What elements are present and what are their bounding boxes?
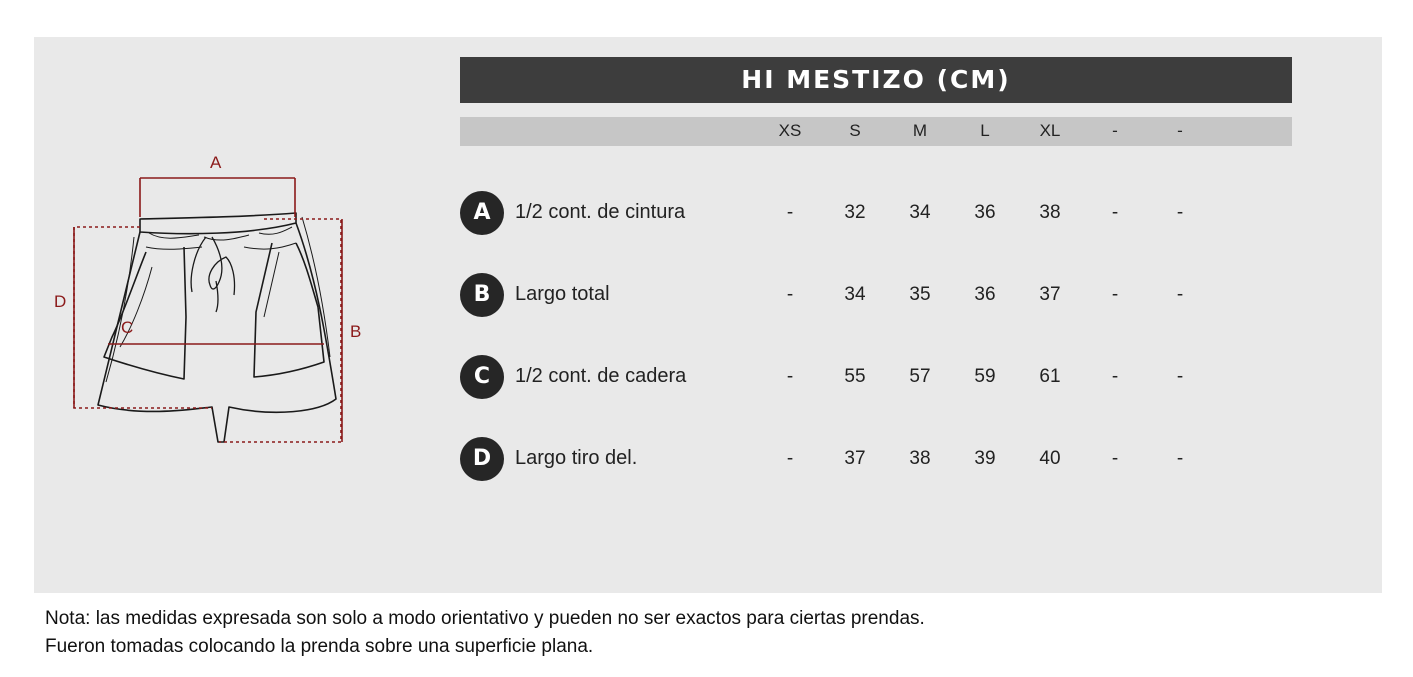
value-cell: 59 bbox=[974, 366, 996, 387]
value-cell: 32 bbox=[844, 202, 866, 223]
note-line-1: Nota: las medidas expresada son solo a modo orientativo y pueden no ser exactos para ciertas prendas. bbox=[45, 608, 925, 629]
size-header-extra-2: - bbox=[1177, 121, 1183, 140]
value-cell: 38 bbox=[909, 448, 931, 469]
row-badge: C bbox=[460, 355, 504, 399]
size-header-m: M bbox=[912, 121, 928, 140]
row-badge: A bbox=[460, 191, 504, 235]
shorts-illustration bbox=[34, 37, 434, 593]
dimension-label-b: B bbox=[350, 322, 362, 341]
value-cell: - bbox=[1176, 366, 1184, 387]
row-label: Largo total bbox=[515, 283, 610, 305]
measure-row-d bbox=[460, 437, 1292, 483]
row-badge: D bbox=[460, 437, 504, 481]
value-cell: - bbox=[786, 448, 794, 469]
size-header-extra-1: - bbox=[1112, 121, 1118, 140]
value-cell: 36 bbox=[974, 284, 996, 305]
size-guide-panel bbox=[34, 37, 1382, 593]
value-cell: - bbox=[1176, 448, 1184, 469]
value-cell: 37 bbox=[1039, 284, 1061, 305]
value-cell: - bbox=[1176, 284, 1184, 305]
value-cell: 34 bbox=[844, 284, 866, 305]
value-cell: 55 bbox=[844, 366, 866, 387]
value-cell: - bbox=[1111, 284, 1119, 305]
row-label: 1/2 cont. de cintura bbox=[515, 201, 686, 223]
note-line-2: Fueron tomadas colocando la prenda sobre una superficie plana. bbox=[45, 636, 594, 657]
value-cell: 37 bbox=[844, 448, 866, 469]
value-cell: 35 bbox=[909, 284, 931, 305]
size-header-xl: XL bbox=[1039, 121, 1061, 140]
size-header-s: S bbox=[849, 121, 861, 140]
value-cell: - bbox=[786, 284, 794, 305]
value-cell: 40 bbox=[1039, 448, 1061, 469]
size-header-row bbox=[460, 117, 1292, 146]
row-label: 1/2 cont. de cadera bbox=[515, 365, 687, 387]
table-title: HI MESTIZO (CM) bbox=[460, 57, 1292, 103]
value-cell: 61 bbox=[1039, 366, 1061, 387]
dimension-label-d: D bbox=[54, 292, 67, 311]
row-badge: B bbox=[460, 273, 504, 317]
value-cell: 34 bbox=[909, 202, 931, 223]
dimension-label-a: A bbox=[210, 153, 222, 172]
value-cell: - bbox=[1176, 202, 1184, 223]
measure-row-c bbox=[460, 355, 1292, 401]
value-cell: 39 bbox=[974, 448, 996, 469]
value-cell: 38 bbox=[1039, 202, 1061, 223]
value-cell: 36 bbox=[974, 202, 996, 223]
size-header-xs: XS bbox=[778, 121, 802, 140]
shorts-diagram bbox=[34, 37, 434, 593]
size-header-l: L bbox=[980, 121, 990, 140]
value-cell: - bbox=[1111, 448, 1119, 469]
value-cell: - bbox=[786, 202, 794, 223]
measure-row-b bbox=[460, 273, 1292, 319]
value-cell: - bbox=[1111, 202, 1119, 223]
value-cell: - bbox=[786, 366, 794, 387]
row-label: Largo tiro del. bbox=[515, 447, 638, 469]
measure-row-a bbox=[460, 191, 1292, 237]
value-cell: - bbox=[1111, 366, 1119, 387]
value-cell: 57 bbox=[909, 366, 931, 387]
dimension-label-c: C bbox=[121, 318, 134, 337]
